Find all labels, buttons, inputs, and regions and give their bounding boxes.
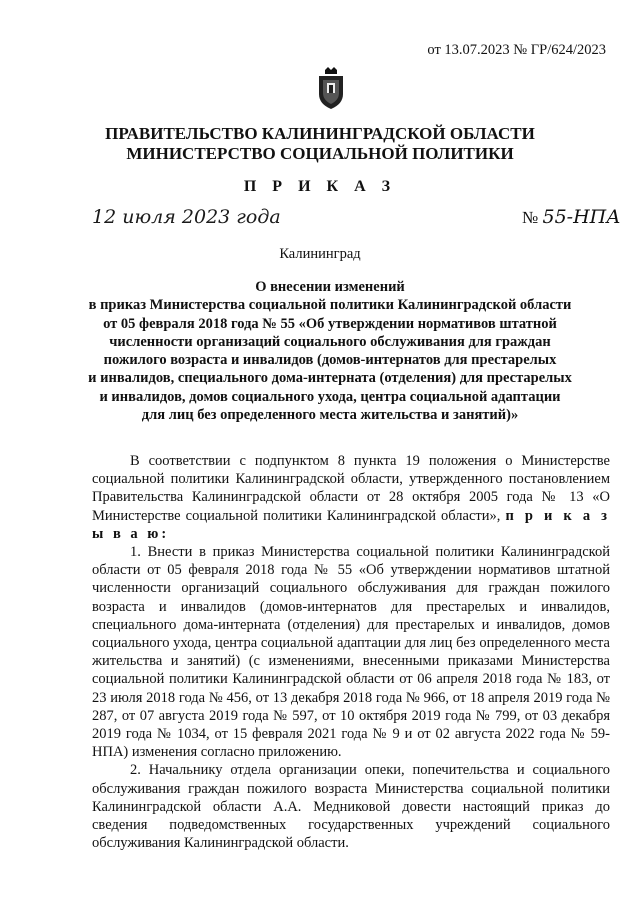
title-line: пожилого возраста и инвалидов (домов-интернатов для престарелых	[103, 352, 557, 369]
number-sign: №	[522, 208, 539, 227]
order-word: п р и к а з ы в а ю:	[92, 507, 610, 542]
city: Калининград	[279, 246, 361, 262]
handwritten-number: 55-НПА	[542, 206, 621, 228]
preamble-text: В соответствии с подпунктом 8 пункта 19 положения о Министерстве социальной политики Калининградской области, утвержденного постановлением Правительства Калининградской области от 28 октября 2005 года № 13 «О Министерстве социальной политики Калининградской области»,	[92, 453, 610, 524]
registration-stamp: от 13.07.2023 № ГР/624/2023	[427, 42, 606, 58]
item-1-paragraph: 1. Внести в приказ Министерства социальной политики Калининградской области от 05 февраля 2018 года № 55 «Об утверждении нормативов штатной численности организаций социального обслуживания для граждан пожилого возраста и инвалидов (домов-интернатов для престарелых и инвалидов, специального дома-интерната (отделения) для престарелых и инвалидов, домов социального ухода, центра социальной адаптации для лиц без определенного места жительства и занятий) (с изменениями, внесенными приказами Министерства социальной политики Калининградской области от 06 апреля 2018 года № 183, от 23 июля 2018 года № 456, от 13 декабря 2018 года № 966, от 18 апреля 2019 года № 287, от 07 августа 2019 года № 597, от 10 октября 2019 года № 799, от 03 декабря 2019 года № 1034, от 15 февраля 2021 года № 9 и от 02 августа 2022 года № 59-НПА) изменения согласно приложению.	[92, 544, 610, 761]
title-line: и инвалидов, домов социального ухода, центра социальной адаптации	[99, 388, 561, 405]
document-body	[92, 452, 610, 852]
document-type: П Р И К А З	[243, 178, 397, 195]
title-line: О внесении изменений	[255, 279, 405, 295]
government-name: ПРАВИТЕЛЬСТВО КАЛИНИНГРАДСКОЙ ОБЛАСТИ	[105, 124, 535, 143]
title-line: и инвалидов, специального дома-интерната (отделения) для престарелых	[88, 370, 572, 387]
document-title	[60, 278, 600, 424]
title-line: для лиц без определенного места жительства и занятий)»	[141, 407, 519, 424]
title-line: от 05 февраля 2018 года № 55 «Об утверждении нормативов штатной	[103, 315, 557, 332]
coat-of-arms-icon	[316, 66, 346, 110]
item-2-paragraph: 2. Начальнику отдела организации опеки, попечительства и социального обслуживания граждан пожилого возраста Министерства социальной политики Калининградской области А.А. Медниковой довести настоящий приказ до сведения подведомственных государственных учреждений социального обслуживания Калининградской области.	[92, 762, 610, 852]
handwritten-date: 12 июля 2023 года	[92, 206, 281, 228]
title-line: численности организаций социального обслуживания для граждан	[109, 333, 551, 350]
order-number	[522, 206, 621, 228]
title-line: в приказ Министерства социальной политики Калининградской области	[88, 297, 572, 314]
preamble-paragraph	[92, 452, 610, 543]
ministry-name: МИНИСТЕРСТВО СОЦИАЛЬНОЙ ПОЛИТИКИ	[126, 144, 514, 163]
organization-header	[0, 124, 640, 164]
